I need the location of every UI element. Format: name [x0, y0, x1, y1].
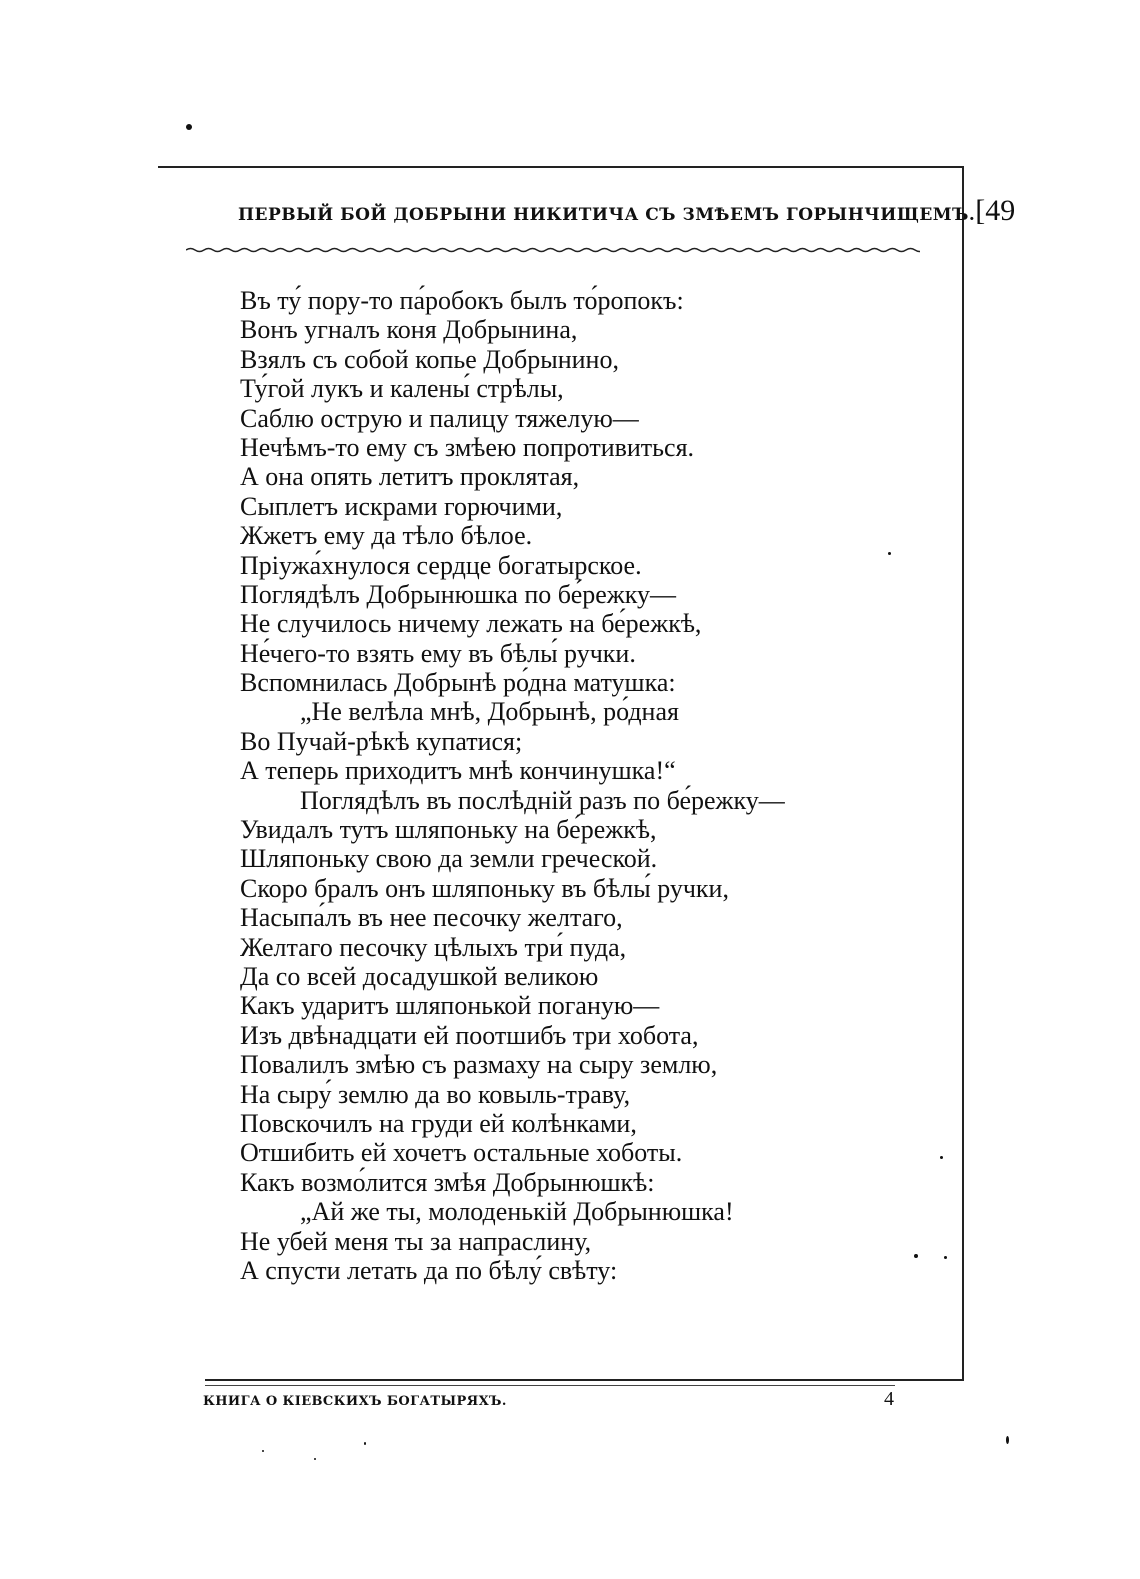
poem-line: Насыпа́лъ въ нее песочку желтаго, [240, 903, 623, 933]
poem-line: А теперь приходитъ мнѣ кончинушка!“ [240, 756, 676, 786]
ink-speck [186, 124, 192, 130]
ink-speck [314, 1458, 316, 1460]
page-frame-top-rule [158, 166, 964, 168]
poem-line: Шляпоньку свою да земли греческой. [240, 844, 658, 874]
poem-line: „Не велѣла мнѣ, Добрынѣ, ро́дная [300, 697, 679, 727]
poem-line: Отшибить ей хочетъ остальные хоботы. [240, 1138, 683, 1168]
poem-line: Саблю острую и палицу тяжелую— [240, 403, 639, 433]
running-header [238, 194, 1016, 234]
poem-line: Да со всей досадушкой великою [240, 961, 599, 991]
poem-line: Поглядѣлъ въ послѣдній разъ по бе́режку— [300, 785, 785, 815]
poem-line: Вонъ угналъ коня Добрынина, [240, 315, 578, 345]
footer-signature-mark: 4 [884, 1388, 894, 1410]
ink-speck [364, 1442, 366, 1445]
poem-line: Повскочилъ на груди ей колѣнками, [240, 1108, 637, 1138]
poem-line: Сыплетъ искрами горючими, [240, 491, 563, 521]
poem-line: Вспомнилась Добрынѣ ро́дна матушка: [240, 668, 676, 698]
ink-speck [940, 1156, 943, 1159]
poem-line: Не случилось ничему лежать на бе́режкѣ, [240, 609, 702, 639]
poem-line: Въ ту́ пору-то па́робокъ былъ то́ропокъ: [240, 286, 684, 315]
poem-line: Жжетъ ему да тѣло бѣлое. [240, 521, 533, 551]
page-frame-bottom-rule [205, 1379, 964, 1381]
poem-line: Ту́гой лукъ и калены́ стрѣлы, [240, 374, 564, 404]
page-number: [49 [975, 194, 1016, 227]
poem-line: Какъ ударитъ шляпонькой поганую— [240, 991, 660, 1021]
poem-text [240, 286, 940, 1285]
ink-speck [1006, 1436, 1009, 1444]
poem-line: Желтаго песочку цѣлыхъ три́ пуда, [240, 932, 627, 962]
poem-line: Нечѣмъ-то ему съ змѣею попротивиться. [240, 432, 695, 462]
poem-line: Не убей меня ты за напраслину, [240, 1226, 592, 1256]
poem-line: Взялъ съ собой копье Добрынино, [240, 344, 619, 374]
poem-line: „Ай же ты, молоденькій Добрынюшка! [300, 1197, 734, 1227]
poem-line: Скоро бралъ онъ шляпоньку въ бѣлы́ ручки, [240, 873, 729, 903]
running-header-title: ПЕРВЫЙ БОЙ ДОБРЫНИ НИКИТИЧА СЪ ЗМѢЕМЪ ГОРЫНЧИЩЕМЪ. [238, 205, 976, 225]
page-frame-bottom-thin-rule [205, 1385, 895, 1386]
poem-line: Пріужа́хнулося сердце богатырское. [240, 550, 642, 580]
wavy-ornamental-rule [186, 242, 920, 258]
ink-speck [262, 1450, 264, 1452]
poem-line: Во Пучай-рѣкѣ купатися; [240, 726, 523, 756]
poem-line: А она опять летитъ проклятая, [240, 462, 580, 492]
poem-line: Увидалъ тутъ шляпоньку на бе́режкѣ, [240, 815, 657, 845]
ink-speck [944, 1256, 947, 1259]
poem-line: Не́чего-то взять ему въ бѣлы́ ручки. [240, 638, 636, 668]
poem-line: Поглядѣлъ Добрынюшка по бе́режку— [240, 579, 676, 609]
poem-line: Повалилъ змѣю съ размаху на сыру землю, [240, 1050, 718, 1080]
poem-line: А спусти летать да по бѣлу́ свѣту: [240, 1255, 618, 1285]
poem-line: На сыру́ землю да во ковыль-траву, [240, 1079, 631, 1109]
page-frame-right-rule [962, 166, 964, 1380]
poem-line: Какъ возмо́лится змѣя Добрынюшкѣ: [240, 1167, 655, 1197]
poem-line: Изъ двѣнадцати ей поотшибъ три хобота, [240, 1020, 699, 1050]
footer-book-title: КНИГА О КІЕВСКИХЪ БОГАТЫРЯХЪ. [203, 1394, 507, 1409]
